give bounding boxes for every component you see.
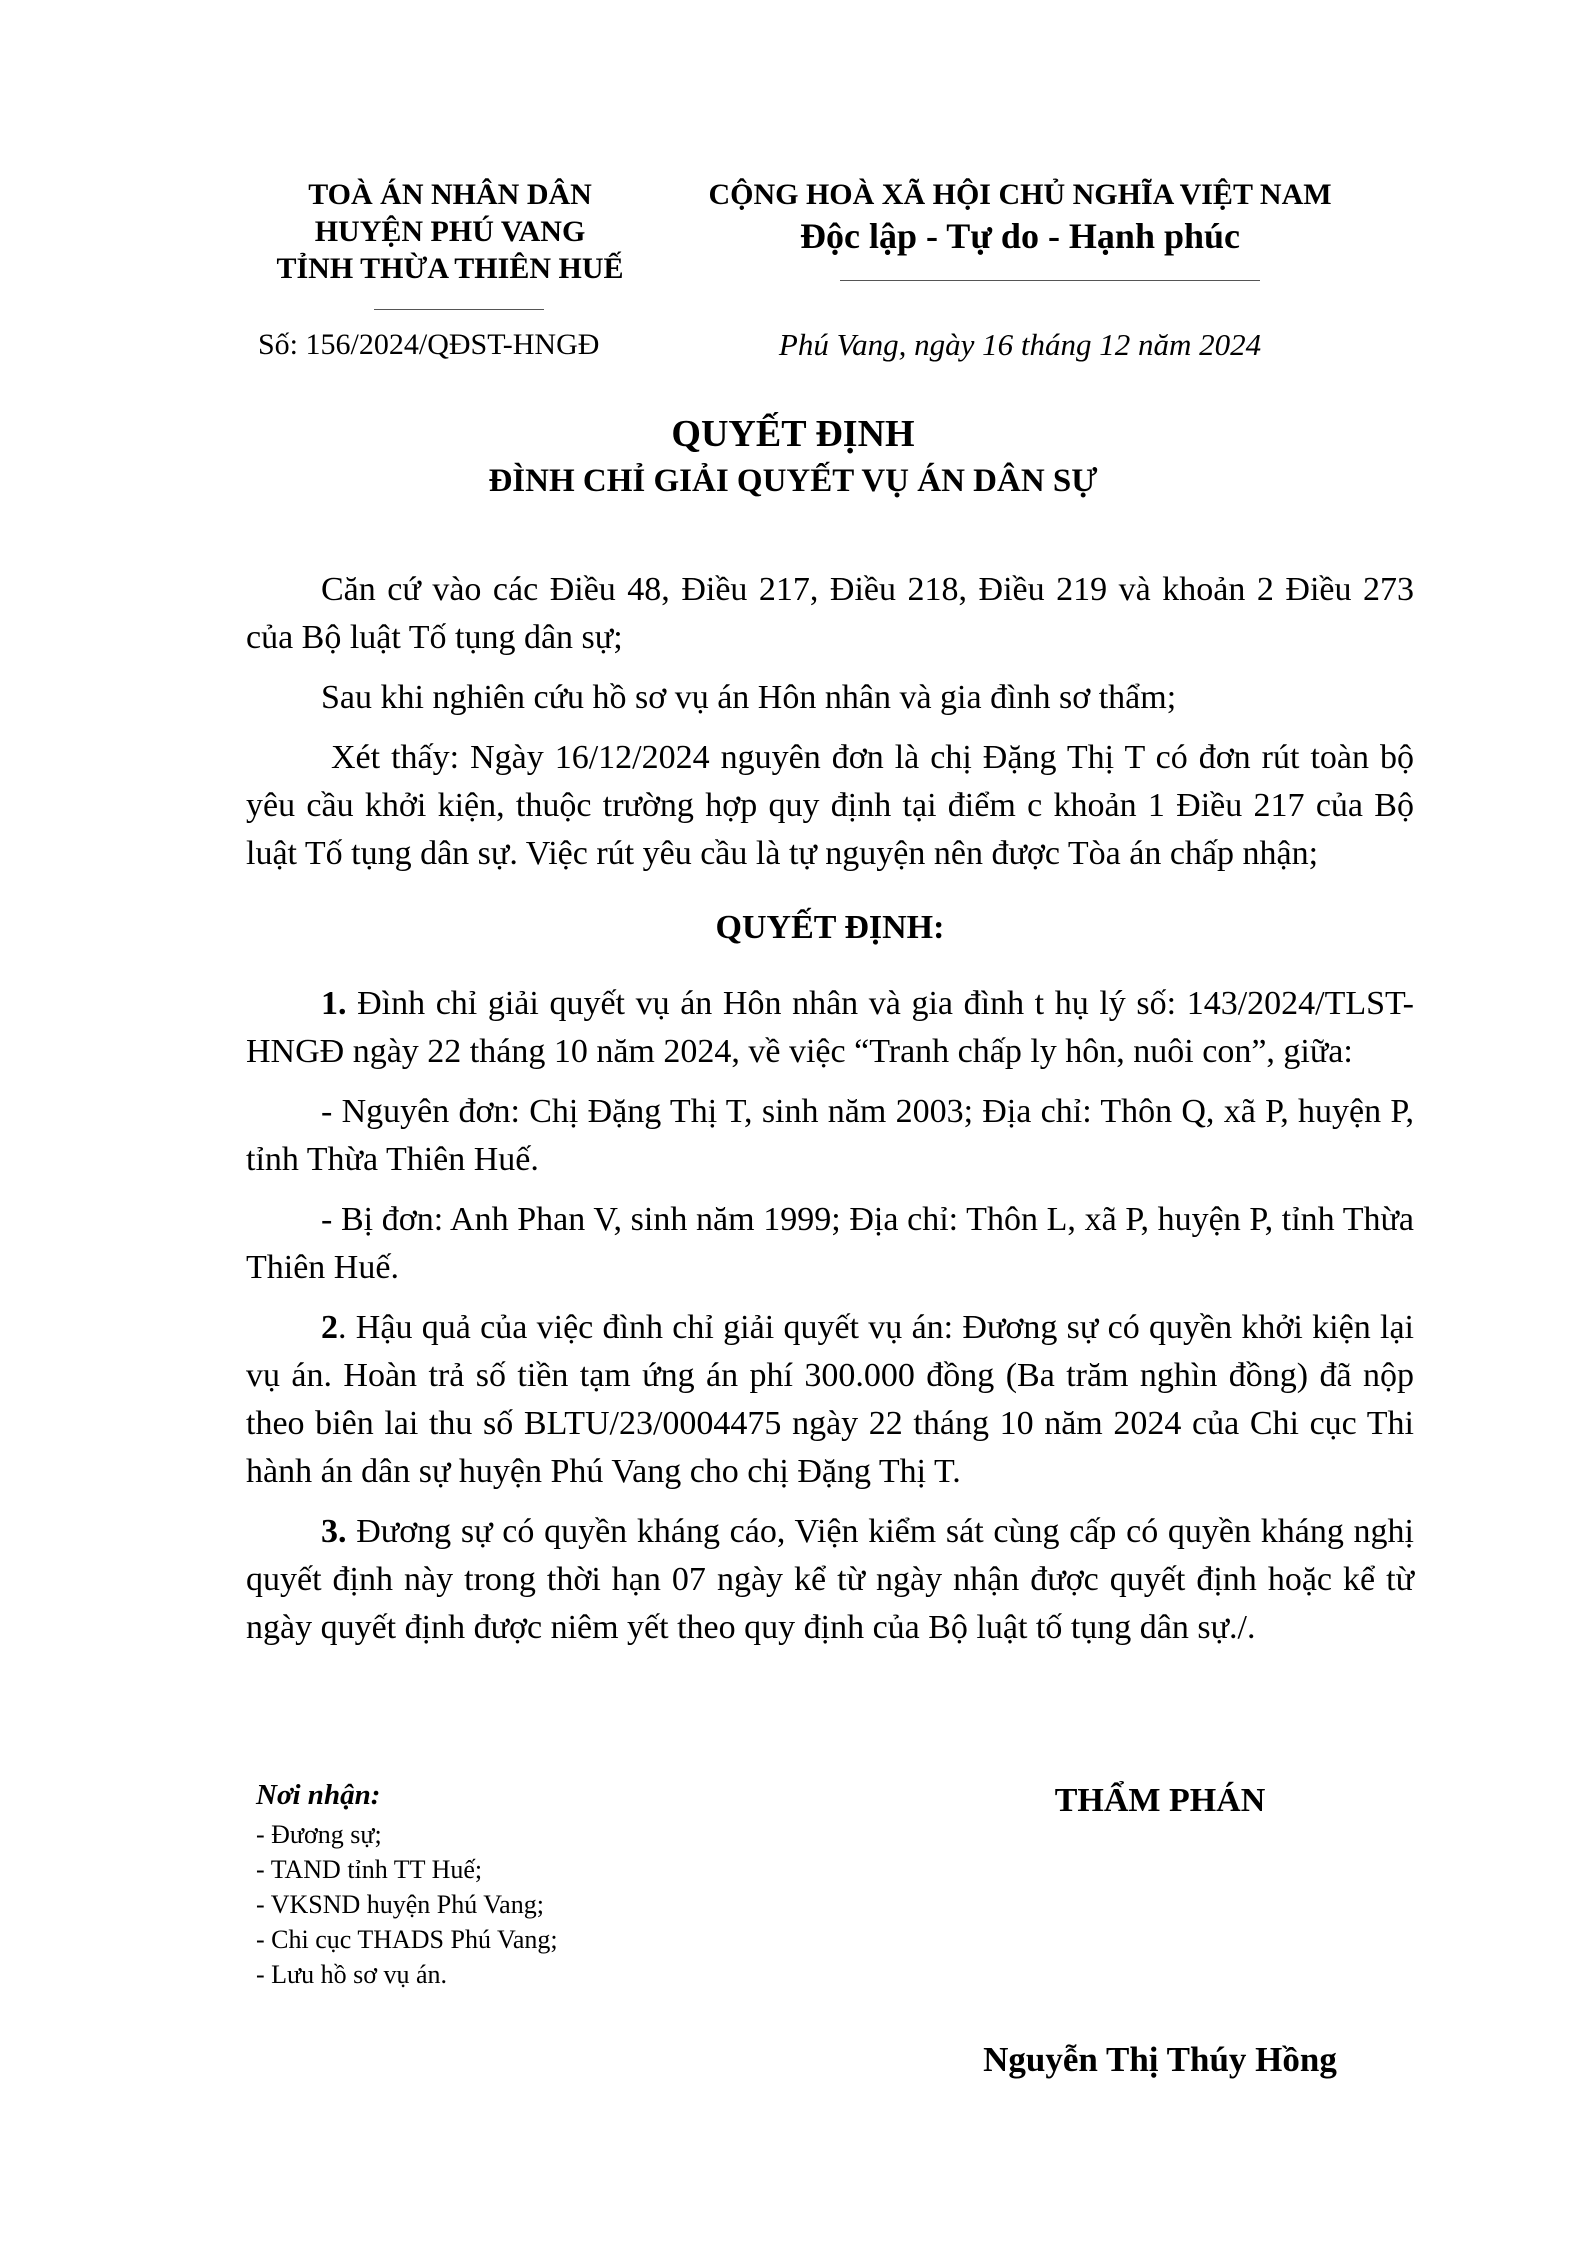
recipients-block <box>256 1777 756 1992</box>
review-paragraph: Sau khi nghiên cứu hồ sơ vụ án Hôn nhân và gia đình sơ thẩm; <box>321 679 1177 716</box>
recipient-item: - Lưu hồ sơ vụ án. <box>256 1960 448 1989</box>
court-name-line: TOÀ ÁN NHÂN DÂN <box>308 178 592 211</box>
decision-item-2 <box>246 1304 1414 1496</box>
legal-basis-paragraph: Căn cứ vào các Điều 48, Điều 217, Điều 218, Điều 219 và khoản 2 Điều 273 của Bộ luật Tố tụng dân sự; <box>246 571 1414 656</box>
document-body <box>246 566 1414 1664</box>
date-line: Phú Vang, ngày 16 tháng 12 năm 2024 <box>778 327 1262 362</box>
national-header-divider <box>840 280 1260 281</box>
recipient-item: - Chi cục THADS Phú Vang; <box>256 1925 558 1954</box>
decision-heading: QUYẾT ĐỊNH: <box>715 909 945 946</box>
recipient-item: - TAND tỉnh TT Huế; <box>256 1855 483 1884</box>
findings-paragraph: Xét thấy: Ngày 16/12/2024 nguyên đơn là chị Đặng Thị T có đơn rút toàn bộ yêu cầu khởi kiện, thuộc trường hợp quy định tại điểm c khoản 1 Điều 217 của Bộ luật Tố tụng dân sự. Việc rút yêu cầu là tự nguyện nên được Tòa án chấp nhận; <box>246 739 1414 872</box>
court-header-divider <box>374 309 544 310</box>
recipients-title: Nơi nhận: <box>256 1779 381 1811</box>
national-motto: Độc lập - Tự do - Hạnh phúc <box>799 216 1241 256</box>
judge-name: Nguyễn Thị Thúy Hồng <box>983 2040 1337 2079</box>
defendant-paragraph: - Bị đơn: Anh Phan V, sinh năm 1999; Địa chỉ: Thôn L, xã P, huyện P, tỉnh Thừa Thiên Huế. <box>246 1201 1414 1286</box>
recipient-item: - Đương sự; <box>256 1820 382 1849</box>
document-subtitle: ĐÌNH CHỈ GIẢI QUYẾT VỤ ÁN DÂN SỰ <box>488 463 1098 499</box>
court-province-line: TỈNH THỪA THIÊN HUẾ <box>276 252 624 285</box>
item-2-text: . Hậu quả của việc đình chỉ giải quyết vụ án: Đương sự có quyền khởi kiện lại vụ án. Hoàn trả số tiền tạm ứng án phí 300.000 đồng (Ba trăm nghìn đồng) đã nộp theo biên lai thu số BLTU/23/0004475 ngày 22 tháng 10 năm 2024 của Chi cục Thi hành án dân sự huyện Phú Vang cho chị Đặng Thị T. <box>246 1309 1414 1490</box>
judge-title: THẨM PHÁN <box>1054 1782 1266 1819</box>
document-title: QUYẾT ĐỊNH <box>671 413 915 455</box>
decision-item-1 <box>246 980 1414 1076</box>
item-3-number: 3. <box>321 1513 347 1550</box>
court-district-line: HUYỆN PHÚ VANG <box>314 215 586 248</box>
plaintiff-paragraph: - Nguyên đơn: Chị Đặng Thị T, sinh năm 2003; Địa chỉ: Thôn Q, xã P, huyện P, tỉnh Thừa Thiên Huế. <box>246 1093 1414 1178</box>
document-number: Số: 156/2024/QĐST-HNGĐ <box>258 328 600 361</box>
recipients-list <box>256 1817 756 1992</box>
national-header <box>700 176 1340 259</box>
court-header <box>230 176 670 287</box>
item-1-number: 1. <box>321 985 347 1022</box>
item-1-text: Đình chỉ giải quyết vụ án Hôn nhân và gia đình t hụ lý số: 143/2024/TLST-HNGĐ ngày 22 tháng 10 năm 2024, về việc “Tranh chấp ly hôn, nuôi con”, giữa: <box>246 985 1414 1070</box>
item-2-number: 2 <box>321 1309 338 1346</box>
recipient-item: - VKSND huyện Phú Vang; <box>256 1890 544 1919</box>
item-3-text: Đương sự có quyền kháng cáo, Viện kiểm sát cùng cấp có quyền kháng nghị quyết định này trong thời hạn 07 ngày kể từ ngày nhận được quyết định hoặc kể từ ngày quyết định được niêm yết theo quy định của Bộ luật tố tụng dân sự./. <box>246 1513 1414 1646</box>
national-title: CỘNG HOÀ XÃ HỘI CHỦ NGHĨA VIỆT NAM <box>708 178 1332 211</box>
decision-item-3 <box>246 1508 1414 1652</box>
